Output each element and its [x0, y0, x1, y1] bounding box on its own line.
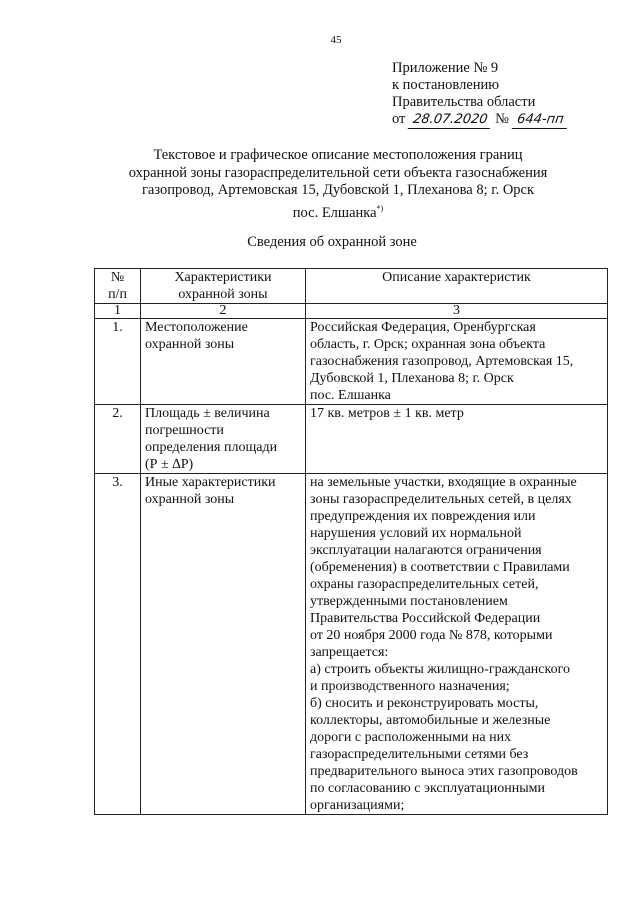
- title-line-3: газопровод, Артемовская 15, Дубовской 1, Плеханова 8; г. Орск: [141, 182, 535, 198]
- title-line-4: [108, 200, 568, 222]
- row-name: Иные характеристики охранной зоны: [141, 474, 306, 815]
- document-title: [108, 147, 568, 222]
- row-desc: Российская Федерация, Оренбургская область, г. Орск; охранная зона объекта газоснабжения газопровод, Артемовская 15, Дубовской 1, Плеханова 8; г. Орск пос. Елшанка: [306, 319, 608, 405]
- handwritten-number: 644-пп: [511, 111, 568, 129]
- header-description: Описание характеристик: [306, 269, 608, 304]
- row-num: 2.: [95, 405, 141, 474]
- appendix-line-4: [392, 111, 567, 129]
- header-characteristics: Характеристики охранной зоны: [141, 269, 306, 304]
- appendix-line-2: к постановлению: [392, 77, 500, 93]
- header-num: № п/п: [95, 269, 141, 304]
- table-header-row: [95, 269, 608, 304]
- column-index-row: [95, 304, 608, 319]
- footnote-mark: *): [376, 203, 384, 213]
- row-name: Местоположение охранной зоны: [141, 319, 306, 405]
- title-line-4-text: пос. Елшанка: [292, 204, 377, 221]
- appendix-from: от: [392, 111, 406, 127]
- appendix-line-3: Правительства области: [392, 94, 536, 110]
- table-row: [95, 319, 608, 405]
- col-index-2: 2: [141, 304, 306, 319]
- row-num: 1.: [95, 319, 141, 405]
- appendix-line-1: Приложение № 9: [392, 60, 499, 76]
- row-desc: на земельные участки, входящие в охранные зоны газораспределительных сетей, в целях предупреждения их повреждения или нарушения условий их нормальной эксплуатации налагаются ограничения (обременения) в соответствии с Правилами охраны газораспределительных сетей, утвержденными постановлением Правительства Российской Федерации от 20 ноября 2000 года № 878, которыми запрещается: а) строить объекты жилищно-гражданского и производственного назначения; б) сносить и реконструировать мосты, коллекторы, автомобильные и железные дороги с расположенными на них газораспределительными сетями без предварительного выноса этих газопроводов по согласованию с эксплуатационными организациями;: [306, 474, 608, 815]
- appendix-num-sign: №: [495, 111, 509, 127]
- zone-table: [94, 268, 608, 815]
- row-desc: 17 кв. метров ± 1 кв. метр: [306, 405, 608, 474]
- row-name: Площадь ± величина погрешности определения площади (Р ± ∆Р): [141, 405, 306, 474]
- title-line-2: охранной зоны газораспределительной сети объекта газоснабжения: [128, 164, 548, 181]
- handwritten-date: 28.07.2020: [408, 111, 493, 129]
- section-title: Сведения об охранной зоне: [247, 234, 417, 250]
- page-number: 45: [330, 34, 342, 46]
- col-index-3: 3: [306, 304, 608, 319]
- appendix-block: [392, 60, 567, 129]
- row-num: 3.: [95, 474, 141, 815]
- table-row: [95, 405, 608, 474]
- col-index-1: 1: [95, 304, 141, 319]
- title-line-1: Текстовое и графическое описание местоположения границ: [153, 147, 523, 163]
- table-row: [95, 474, 608, 815]
